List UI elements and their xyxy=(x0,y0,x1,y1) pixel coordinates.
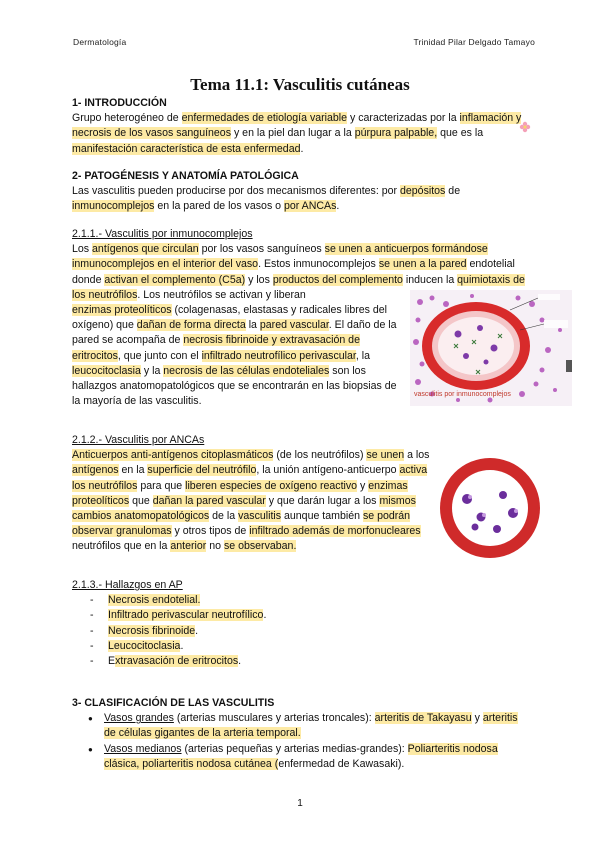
highlight: anterior xyxy=(170,540,207,553)
section-heading: 3- CLASIFICACIÓN DE LAS VASCULITIS xyxy=(72,697,275,709)
highlight: Leucocitoclasia xyxy=(108,639,181,652)
text: y en la piel dan lugar a la xyxy=(231,127,355,140)
text: son los hallazgos anatomopatológicos que se encontrarán en las biopsias de la mayoría de las vasculitis. xyxy=(72,364,397,408)
highlight: inmunocomplejos xyxy=(72,200,155,213)
subsection-heading: 2.1.2.- Vasculitis por ANCAs xyxy=(72,434,205,446)
text: que es la xyxy=(437,127,484,140)
highlight: arteritis de células gigantes de la arteria temporal. xyxy=(104,712,518,740)
subsection-hallazgos xyxy=(72,578,492,669)
text: en la pared de los vasos o xyxy=(154,200,285,213)
flower-sticker-icon xyxy=(519,121,531,133)
hallazgos-list xyxy=(90,593,492,669)
highlight: superficie del neutrófilo xyxy=(147,464,257,477)
highlight: quimiotaxis de los neutrófilos xyxy=(72,273,525,301)
highlight: activan el complemento (C5a) xyxy=(104,273,246,286)
header-right: Trinidad Pilar Delgado Tamayo xyxy=(413,37,535,47)
highlight: antígenos que circulan xyxy=(92,243,199,256)
page-title: Tema 11.1: Vasculitis cutáneas xyxy=(190,75,410,94)
highlight: antígenos xyxy=(72,464,119,477)
highlight: enfermedades de etiología variable xyxy=(181,112,348,125)
highlight: leucocitoclasia xyxy=(72,364,141,377)
text: . xyxy=(263,609,267,622)
text: , que junto con el xyxy=(117,349,202,362)
highlight: manifestación característica de esta enfermedad xyxy=(72,142,301,155)
text: . xyxy=(180,639,184,652)
section-heading: 2- PATOGÉNESIS Y ANATOMÍA PATOLÓGICA xyxy=(72,170,299,182)
highlight: enzimas proteolíticos xyxy=(72,304,172,316)
highlight: productos del complemento xyxy=(272,273,403,286)
text: y que darán lugar a los xyxy=(265,494,380,507)
text: inducen la xyxy=(402,273,458,286)
text: . Los neutrófilos se activan y liberan xyxy=(137,288,306,301)
highlight: xtravasación de eritrocitos xyxy=(115,655,239,668)
list-item xyxy=(90,654,492,669)
page-number: 1 xyxy=(297,798,303,809)
highlight: púrpura palpable, xyxy=(354,127,438,140)
text: en la xyxy=(118,464,148,477)
text: Los xyxy=(72,243,93,256)
category-label: Vasos grandes xyxy=(104,712,174,725)
paragraph xyxy=(72,111,532,157)
text: . Estos inmunocomplejos xyxy=(258,258,379,271)
highlight: por ANCAs xyxy=(284,200,337,213)
highlight: necrosis de las células endoteliales xyxy=(163,364,330,377)
subsection-ancas xyxy=(72,433,432,555)
text: (arterias pequeñas y arterias medias-grandes): xyxy=(181,742,408,755)
text: (colagenasas, elastasas y radicales libres del oxígeno) que xyxy=(72,304,388,332)
highlight: depósitos xyxy=(400,185,446,198)
list-item xyxy=(90,639,492,654)
list-item xyxy=(90,593,492,608)
section-heading: 1- INTRODUCCIÓN xyxy=(72,97,167,109)
text: . El daño de la pared se acompaña de xyxy=(72,319,397,347)
text: que xyxy=(129,494,153,507)
text: (de los neutrófilos) xyxy=(273,449,367,462)
highlight: se unen a la pared xyxy=(378,258,467,271)
highlight: se podrán observar granulomas xyxy=(72,510,411,538)
text: . xyxy=(300,142,304,155)
highlight: Infiltrado perivascular neutrofílico xyxy=(108,609,264,622)
text: neutrófilos que en la xyxy=(72,540,171,553)
text: por los vasos sanguíneos xyxy=(198,243,325,256)
category-label: Vasos medianos xyxy=(104,742,182,755)
text: y xyxy=(357,479,369,492)
text: de la xyxy=(209,510,239,523)
paragraph-continued xyxy=(72,303,404,409)
text: a los xyxy=(404,449,430,462)
text: y otros tipos de xyxy=(171,525,250,538)
section-clasificacion xyxy=(72,696,532,772)
highlight: se observaban. xyxy=(223,540,297,553)
text: enfermedad de Kawasaki). xyxy=(278,757,405,770)
list-item xyxy=(86,711,532,741)
text: y caracterizadas por la xyxy=(347,112,460,125)
highlight: enzimas proteolíticos xyxy=(72,479,408,507)
highlight: liberen especies de oxígeno reactivo xyxy=(185,479,358,492)
text: Las vasculitis pueden producirse por dos mecanismos diferentes: por xyxy=(72,185,400,198)
highlight: infiltrado neutrofílico perivascular xyxy=(201,349,356,362)
highlight: activa los neutrófilos xyxy=(72,464,428,492)
text: Grupo heterogéneo de xyxy=(72,112,182,125)
text: y xyxy=(471,712,483,725)
list-item xyxy=(86,742,532,772)
highlight: Necrosis fibrinoide xyxy=(108,624,196,637)
text: de xyxy=(445,185,461,198)
paragraph xyxy=(72,184,542,214)
highlight: mismos cambios anatomopatológicos xyxy=(72,494,416,523)
section-introduccion xyxy=(72,96,532,157)
text: . xyxy=(238,655,242,668)
highlight: arteritis de Takayasu xyxy=(374,712,472,725)
text: aunque también xyxy=(281,510,363,523)
highlight: infiltrado además de morfonucleares xyxy=(249,525,421,538)
text: no xyxy=(206,540,224,553)
text: , la xyxy=(355,349,370,362)
text: , la unión antígeno-anticuerpo xyxy=(256,464,400,477)
text: para que xyxy=(137,479,186,492)
paragraph xyxy=(72,448,432,554)
highlight: vasculitis xyxy=(238,510,282,523)
text: E xyxy=(108,655,116,668)
vasculitis-ancas-illustration xyxy=(437,455,543,561)
clasificacion-list xyxy=(86,711,532,772)
list-item xyxy=(90,608,492,623)
highlight: dañan de forma directa xyxy=(136,319,246,332)
list-item xyxy=(90,624,492,639)
text: y los xyxy=(245,273,273,286)
section-patogenesis xyxy=(72,169,542,215)
text: y la xyxy=(140,364,164,377)
highlight: se unen xyxy=(366,449,405,462)
subsection-heading: 2.1.3.- Hallazgos en AP xyxy=(72,579,183,591)
text: . xyxy=(336,200,340,213)
subsection-heading: 2.1.1.- Vasculitis por inmunocomplejos xyxy=(72,228,253,240)
highlight: dañan la pared vascular xyxy=(152,494,266,507)
highlight: se unen a anticuerpos formándose inmunocomplejos en el interior del vaso xyxy=(72,243,488,271)
highlight: Anticuerpos anti-antígenos citoplasmáticos xyxy=(72,449,274,462)
highlight: inflamación y necrosis de los vasos sanguíneos xyxy=(72,112,522,140)
highlight: pared vascular xyxy=(259,319,329,332)
figure-label: vasculitis por inmunocomplejos xyxy=(414,391,511,398)
text: . xyxy=(195,624,199,637)
text: endotelial donde xyxy=(72,258,515,286)
highlight: Necrosis endotelial. xyxy=(108,594,201,607)
text: la xyxy=(245,319,260,332)
header-left: Dermatología xyxy=(73,37,127,47)
highlight: necrosis fibrinoide y extravasación de eritrocitos xyxy=(72,334,360,362)
highlight: Poliarteritis nodosa clásica, poliarteritis nodosa cutánea ( xyxy=(104,742,498,770)
vasculitis-inmunocomplejos-illustration xyxy=(410,290,572,406)
text: (arterias musculares y arterias troncales): xyxy=(173,712,375,725)
